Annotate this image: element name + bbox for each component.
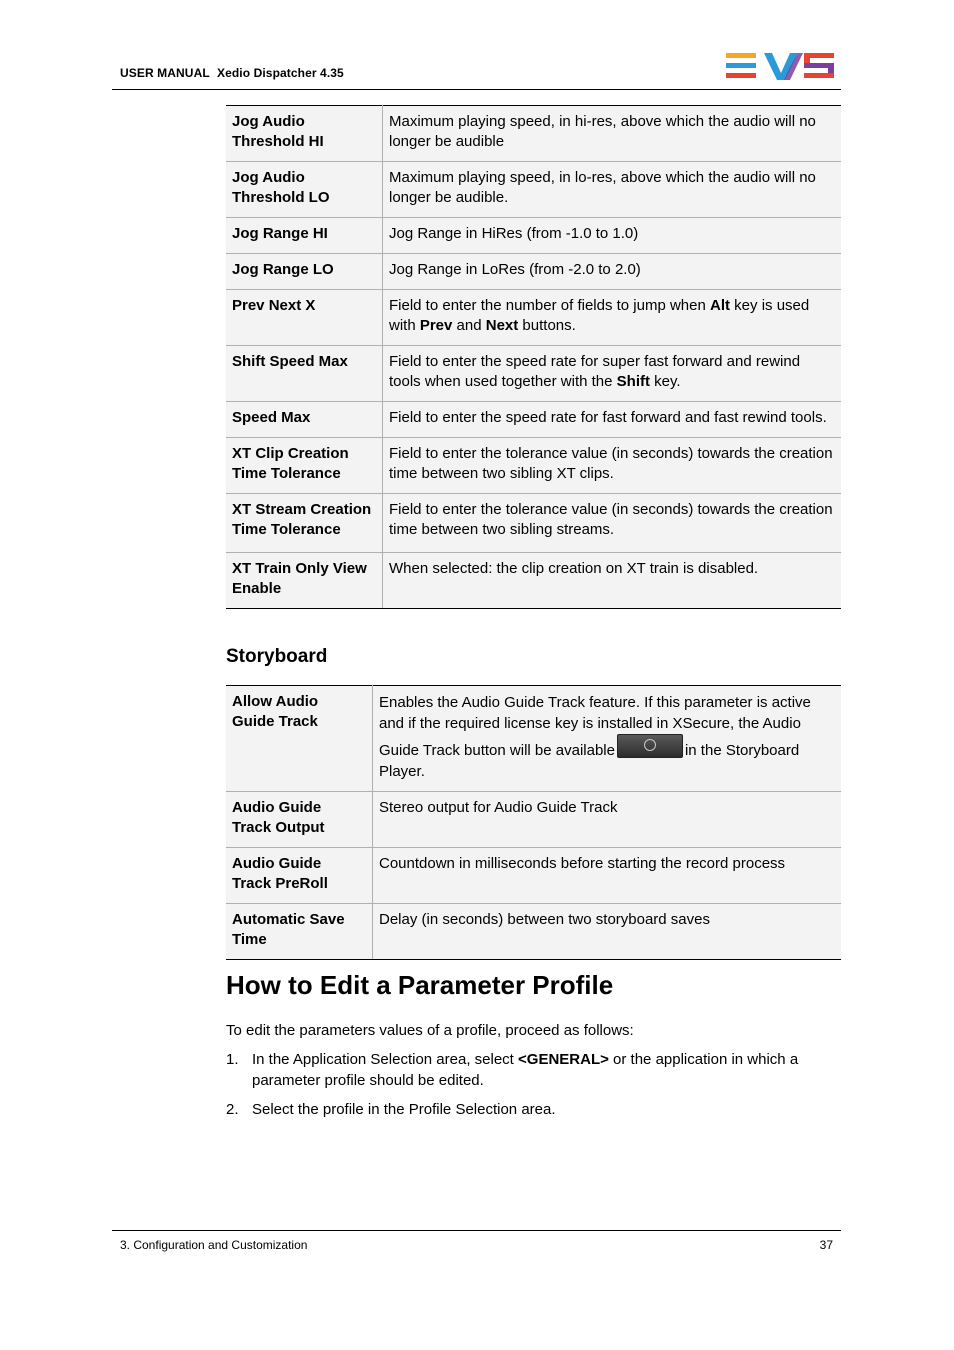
- param-name: Jog Audio Threshold HI: [226, 106, 383, 162]
- table-row: [226, 686, 841, 792]
- desc-bold: Prev: [419, 317, 453, 334]
- param-name: Speed Max: [226, 402, 383, 438]
- desc-text: Field to enter the speed rate for super fast forward and rewind tools when used together with the: [389, 353, 801, 390]
- step-text: [252, 1049, 826, 1091]
- manual-label: USER MANUAL: [120, 66, 210, 80]
- step-text-part: or the application in which a parameter profile should be edited.: [252, 1051, 799, 1089]
- desc-text: Field to enter the number of fields to jump when: [389, 297, 711, 314]
- param-name: Jog Range LO: [226, 254, 383, 290]
- param-desc: [383, 346, 842, 402]
- param-desc: Jog Range in HiRes (from -1.0 to 1.0): [383, 218, 842, 254]
- param-name: Jog Range HI: [226, 218, 383, 254]
- table-row: [226, 792, 841, 848]
- param-desc: Delay (in seconds) between two storyboard saves: [373, 904, 842, 960]
- footer-rule: [112, 1230, 841, 1231]
- param-name: XT Stream Creation Time Tolerance: [226, 494, 383, 553]
- parameters-table: [226, 105, 841, 609]
- param-name: Prev Next X: [226, 290, 383, 346]
- desc-text: in the Storyboard Player.: [379, 742, 800, 780]
- footer-page-number: 37: [819, 1238, 833, 1252]
- step-text-part: In the Application Selection area, select: [252, 1051, 519, 1068]
- step-list: [226, 1049, 826, 1128]
- desc-text: key.: [649, 373, 681, 390]
- header-title: [120, 66, 344, 80]
- list-item: [226, 1099, 826, 1120]
- param-name: Shift Speed Max: [226, 346, 383, 402]
- step-number: 1.: [226, 1051, 239, 1068]
- step-text-bold: <GENERAL>: [518, 1051, 609, 1068]
- desc-bold: Next: [485, 317, 519, 334]
- header-rule: [112, 89, 841, 90]
- step-text: [252, 1099, 826, 1120]
- desc-text: buttons.: [518, 317, 576, 334]
- section-heading-storyboard: Storyboard: [226, 646, 328, 667]
- footer-chapter: 3. Configuration and Customization: [120, 1238, 308, 1252]
- table-row: [226, 162, 841, 218]
- table-row: [226, 848, 841, 904]
- table-row: [226, 106, 841, 162]
- step-text-part: Select the profile in the Profile Selection area.: [252, 1101, 556, 1118]
- table-row: [226, 290, 841, 346]
- table-row: [226, 218, 841, 254]
- audio-guide-track-button-image: [617, 734, 683, 758]
- table-row: [226, 402, 841, 438]
- table-row: [226, 494, 841, 553]
- storyboard-table: [226, 685, 841, 960]
- param-desc: Field to enter the tolerance value (in seconds) towards the creation time between two sibling XT clips.: [383, 438, 842, 494]
- list-item: [226, 1049, 826, 1091]
- param-desc: [373, 686, 842, 792]
- param-desc: Maximum playing speed, in hi-res, above which the audio will no longer be audible: [383, 106, 842, 162]
- param-name: Automatic Save Time: [226, 904, 373, 960]
- step-number: 2.: [226, 1101, 239, 1118]
- param-desc: Field to enter the tolerance value (in seconds) towards the creation time between two sibling streams.: [383, 494, 842, 553]
- desc-text: and: [452, 317, 486, 334]
- desc-text: key is used with: [389, 297, 810, 334]
- record-circle-icon: [644, 739, 656, 751]
- param-desc: Countdown in milliseconds before starting the record process: [373, 848, 842, 904]
- param-name: Allow Audio Guide Track: [226, 686, 373, 792]
- param-name: XT Clip Creation Time Tolerance: [226, 438, 383, 494]
- param-desc: Stereo output for Audio Guide Track: [373, 792, 842, 848]
- table-row: [226, 346, 841, 402]
- param-name: XT Train Only View Enable: [226, 553, 383, 609]
- param-name: Audio Guide Track PreRoll: [226, 848, 373, 904]
- howto-heading: How to Edit a Parameter Profile: [226, 970, 614, 1000]
- param-desc: When selected: the clip creation on XT train is disabled.: [383, 553, 842, 609]
- howto-intro: To edit the parameters values of a profile, proceed as follows:: [226, 1022, 634, 1039]
- param-desc: Field to enter the speed rate for fast forward and fast rewind tools.: [383, 402, 842, 438]
- param-name: Audio Guide Track Output: [226, 792, 373, 848]
- table-row: [226, 438, 841, 494]
- table-row: [226, 904, 841, 960]
- param-desc: [383, 290, 842, 346]
- param-name: Jog Audio Threshold LO: [226, 162, 383, 218]
- table-row: [226, 553, 841, 609]
- desc-text: Enables the Audio Guide Track feature. If this parameter is active and if the required license key is installed in XSecure, the Audio Guide Track button will be available: [379, 694, 811, 759]
- table-row: [226, 254, 841, 290]
- param-desc: Maximum playing speed, in lo-res, above which the audio will no longer be audible.: [383, 162, 842, 218]
- evs-logo: [724, 51, 836, 83]
- product-label: Xedio Dispatcher 4.35: [217, 66, 344, 80]
- param-desc: Jog Range in LoRes (from -2.0 to 2.0): [383, 254, 842, 290]
- desc-bold: Alt: [710, 297, 731, 314]
- desc-bold: Shift: [616, 373, 650, 390]
